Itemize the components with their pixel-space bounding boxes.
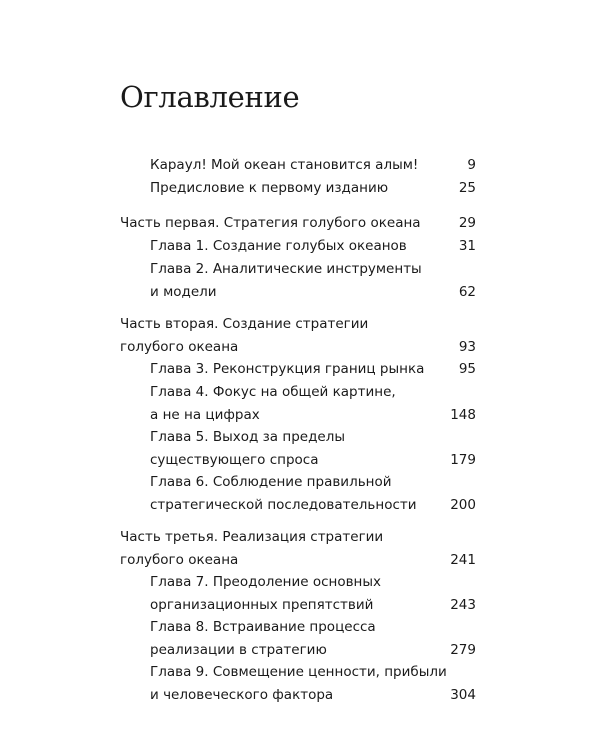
toc-entry-text: организационных препятствий <box>150 596 374 613</box>
toc-page-number: 62 <box>458 283 476 300</box>
toc-entry-text: Глава 9. Совмещение ценности, прибыли <box>150 664 447 680</box>
toc-entry-text: Караул! Мой океан становится алым! <box>150 157 419 173</box>
toc-page-number: 9 <box>467 157 476 173</box>
toc-entry-text: Часть третья. Реализация стратегии <box>120 529 384 545</box>
toc-entry-text: Часть вторая. Создание стратегии <box>120 316 369 332</box>
toc-page-number: 25 <box>458 180 476 196</box>
toc-page-number: 279 <box>450 641 476 658</box>
toc-entry-text: Часть первая. Стратегия голубого океана <box>120 215 421 231</box>
toc-page-number: 200 <box>450 496 476 513</box>
toc-entry-text: голубого океана <box>120 551 239 568</box>
toc-entry-text: Глава 5. Выход за пределы <box>150 429 345 445</box>
toc-entry-text: и человеческого фактора <box>150 686 334 703</box>
toc-page-number: 95 <box>458 361 476 377</box>
toc-page-number: 29 <box>458 215 476 231</box>
toc-entry-text: Предисловие к первому изданию <box>150 180 389 196</box>
toc-page-number: 241 <box>450 551 476 568</box>
toc-entry-text: Глава 8. Встраивание процесса <box>150 619 376 635</box>
toc-entry-text: Глава 6. Соблюдение правильной <box>150 474 392 490</box>
toc-entry-text: Глава 3. Реконструкция границ рынка <box>150 361 425 377</box>
toc-entry-text: а не на цифрах <box>150 406 260 423</box>
toc-entry-text: и модели <box>150 283 217 300</box>
toc-entry-text: реализации в стратегию <box>150 641 327 658</box>
toc-entry-text: Глава 2. Аналитические инструменты <box>150 261 422 277</box>
toc-page-number: 148 <box>450 406 476 423</box>
toc-entry-text: голубого океана <box>120 338 239 355</box>
toc-page-number: 93 <box>458 338 476 355</box>
toc-page-number: 31 <box>458 238 476 254</box>
toc-page-number: 179 <box>450 451 476 468</box>
toc-entry-text: Глава 4. Фокус на общей картине, <box>150 384 396 400</box>
toc-entry-text: Глава 7. Преодоление основных <box>150 574 382 590</box>
toc-entry-text: существующего спроса <box>150 451 319 468</box>
toc-page-number: 304 <box>450 686 476 703</box>
toc-entry-text: стратегической последовательности <box>150 496 417 513</box>
page-title: Оглавление <box>120 80 300 114</box>
toc-page-number: 243 <box>450 596 476 613</box>
toc-entry-text: Глава 1. Создание голубых океанов <box>150 238 407 254</box>
